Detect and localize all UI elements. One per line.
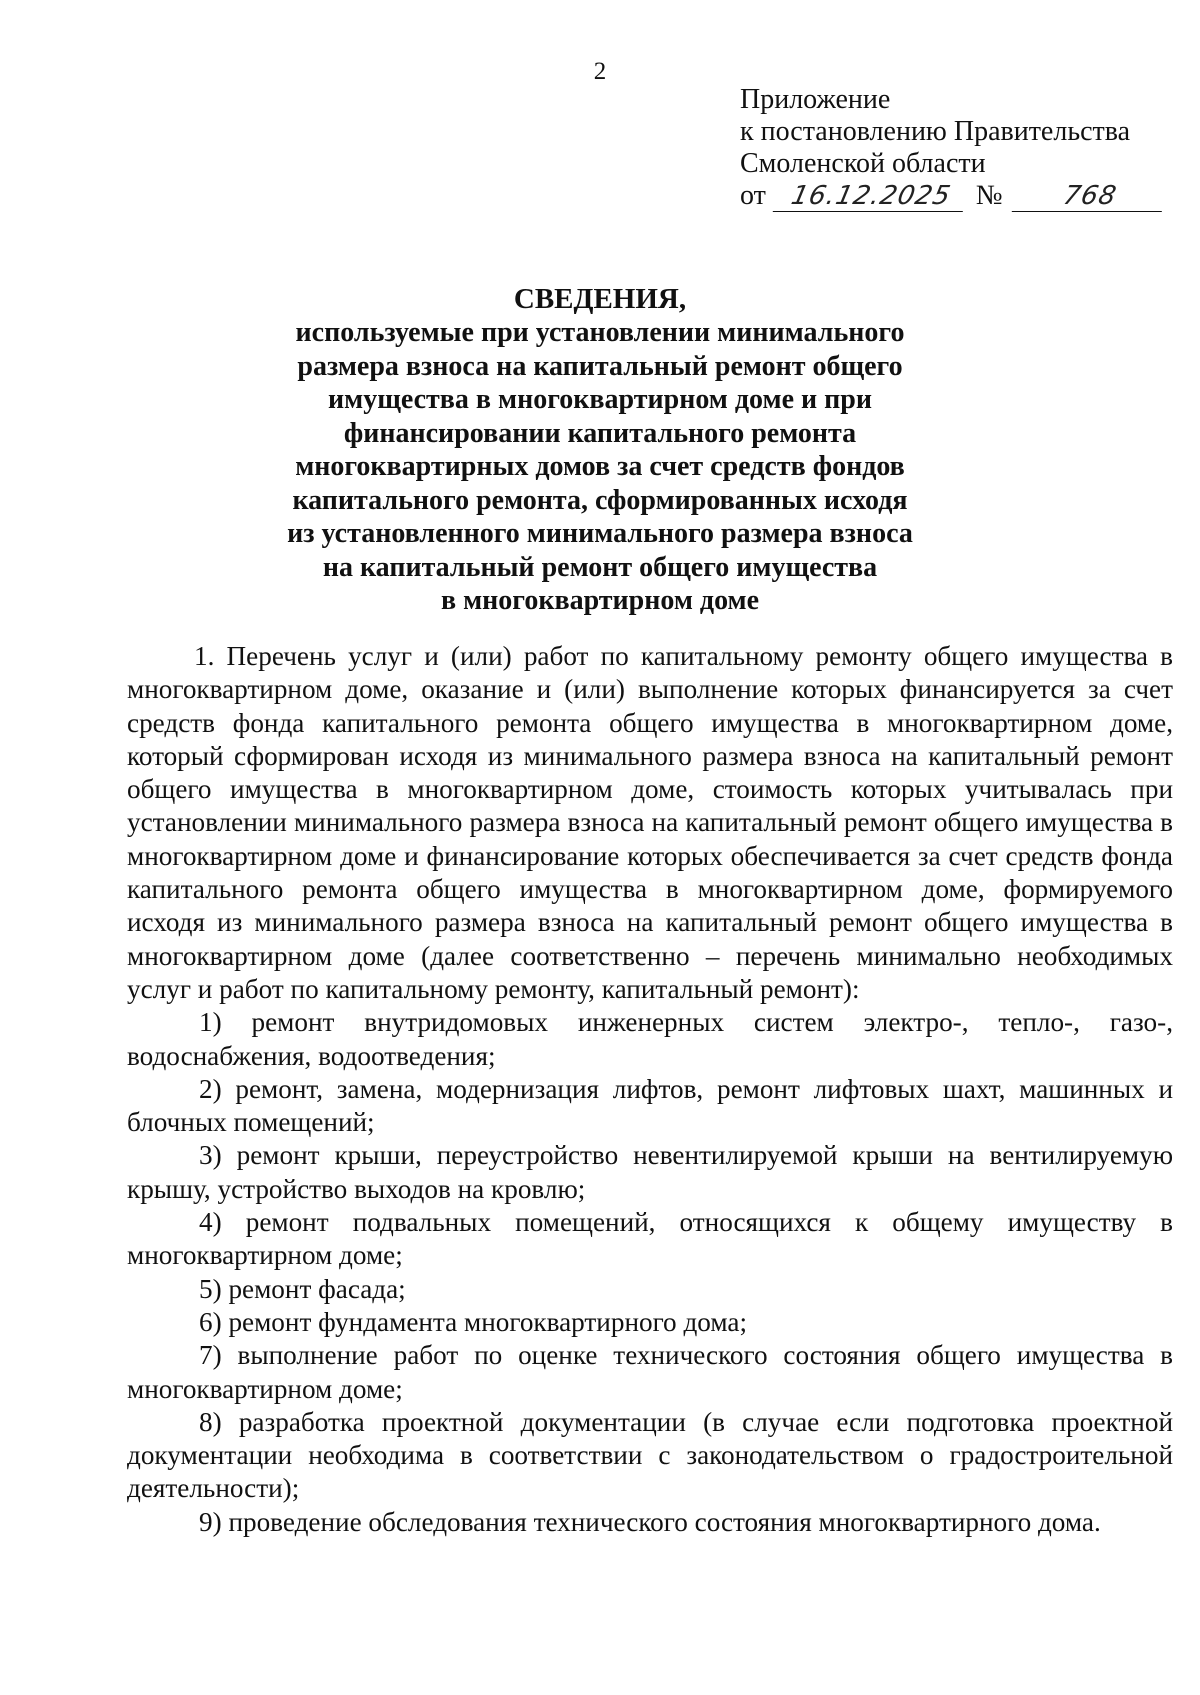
list-item: 6) ремонт фундамента многоквартирного дома; xyxy=(199,1306,747,1337)
handwritten-date: 16.12.2025 xyxy=(773,181,970,212)
list-item: 7) выполнение работ по оценке технического состояния общего имущества в многоквартирном доме; xyxy=(127,1340,1173,1404)
appendix-line-2: к постановлению Правительства xyxy=(740,116,1131,147)
list-item: 8) разработка проектной документации (в случае если подготовка проектной документации необходима в соответствии с законодательством о градостроительной деятельности); xyxy=(127,1406,1173,1504)
title-line: используемые при установлении минимального xyxy=(295,317,905,348)
date-prefix: от xyxy=(740,180,766,211)
section-1-intro: 1. Перечень услуг и (или) работ по капитальному ремонту общего имущества в многоквартирном доме, оказание и (или) выполнение которых финансируется за счет средств фонда капитального ремонта общего имущества в многоквартирном доме, который сформирован исходя из минимального размера взноса на капитальный ремонт общего имущества в многоквартирном доме, стоимость которых учитывалась при установлении минимального размера взноса на капитальный ремонт общего имущества в многоквартирном доме и финансирование которых обеспечивается за счет средств фонда капитального ремонта общего имущества в многоквартирном доме, формируемого исходя из минимального размера взноса на капитальный ремонт общего имущества в многоквартирном доме (далее соответственно – перечень минимально необходимых услуг и работ по капитальному ремонту, капитальный ремонт): xyxy=(127,641,1173,1004)
appendix-line-1: Приложение xyxy=(740,84,891,115)
number-prefix: № xyxy=(975,180,1003,211)
title-line: финансировании капитального ремонта xyxy=(343,417,857,449)
list-item: 5) ремонт фасада; xyxy=(199,1273,406,1304)
appendix-header xyxy=(740,84,1165,212)
title-line: капитального ремонта, сформированных исходя xyxy=(292,484,908,516)
title-main: СВЕДЕНИЯ, xyxy=(513,283,687,315)
list-item: 1) ремонт внутридомовых инженерных систем электро-, тепло-, газо-, водоснабжения, водоотведения; xyxy=(127,1007,1173,1071)
appendix-date-row xyxy=(740,180,1165,212)
handwritten-number: 768 xyxy=(1011,181,1168,212)
page-number: 2 xyxy=(593,58,607,85)
list-item: 9) проведение обследования технического состояния многоквартирного дома. xyxy=(199,1506,1101,1537)
list-item: 3) ремонт крыши, переустройство невентилируемой крыши на вентилируемую крышу, устройство выходов на кровлю; xyxy=(127,1140,1173,1204)
list-item: 4) ремонт подвальных помещений, относящихся к общему имуществу в многоквартирном доме; xyxy=(127,1207,1173,1271)
title-line: имущества в многоквартирном доме и при xyxy=(328,384,872,415)
document-title xyxy=(0,282,1200,618)
document-body xyxy=(127,640,1173,1539)
title-line: на капитальный ремонт общего имущества xyxy=(322,551,878,583)
list-item: 2) ремонт, замена, модернизация лифтов, ремонт лифтовых шахт, машинных и блочных помещений; xyxy=(127,1073,1173,1138)
title-line: из установленного минимального размера взноса xyxy=(287,518,913,549)
title-line: в многоквартирном доме xyxy=(440,585,760,616)
appendix-line-3: Смоленской области xyxy=(740,148,986,179)
title-line: многоквартирных домов за счет средств фондов xyxy=(295,451,905,482)
title-line: размера взноса на капитальный ремонт общего xyxy=(297,350,903,382)
